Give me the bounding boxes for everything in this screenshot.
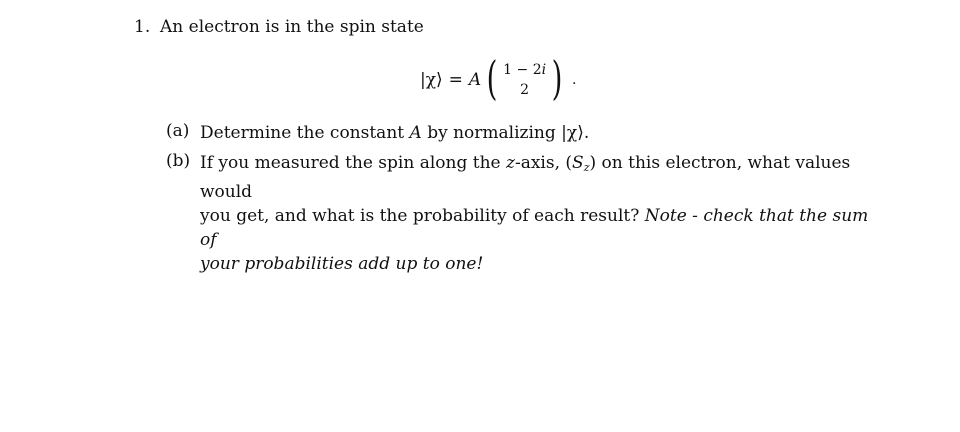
ket-chi: |χ⟩ bbox=[420, 70, 443, 90]
spinor-bottom-entry: 2 bbox=[520, 82, 530, 98]
spin-state-equation bbox=[420, 51, 577, 105]
right-paren: ) bbox=[551, 51, 563, 105]
equals-sign: = bbox=[448, 70, 463, 90]
part-a-label: (a) bbox=[166, 121, 190, 141]
part-b-label: (b) bbox=[166, 151, 191, 171]
problem-intro: An electron is in the spin state bbox=[160, 17, 424, 37]
part-b-text: If you measured the spin along the z-axis, $(S_z)$ on this electron, what values would you get, and what is the probability of each result? Note - check that the sum of your probabilities add up to one! bbox=[200, 153, 869, 274]
spinor-top-entry: 1 − 2i bbox=[503, 62, 547, 78]
equation-period: . bbox=[572, 72, 577, 88]
normalization-constant: A bbox=[468, 70, 482, 90]
problem-number: 1. bbox=[134, 17, 151, 37]
note-text-line3: your probabilities add up to one! bbox=[200, 254, 484, 274]
left-paren: ( bbox=[486, 51, 498, 105]
spinor-vector bbox=[501, 60, 548, 100]
note-text-line2: Note - check that the sum of bbox=[200, 206, 869, 250]
part-a-text: Determine the constant A by normalizing |χ⟩. bbox=[200, 123, 590, 143]
